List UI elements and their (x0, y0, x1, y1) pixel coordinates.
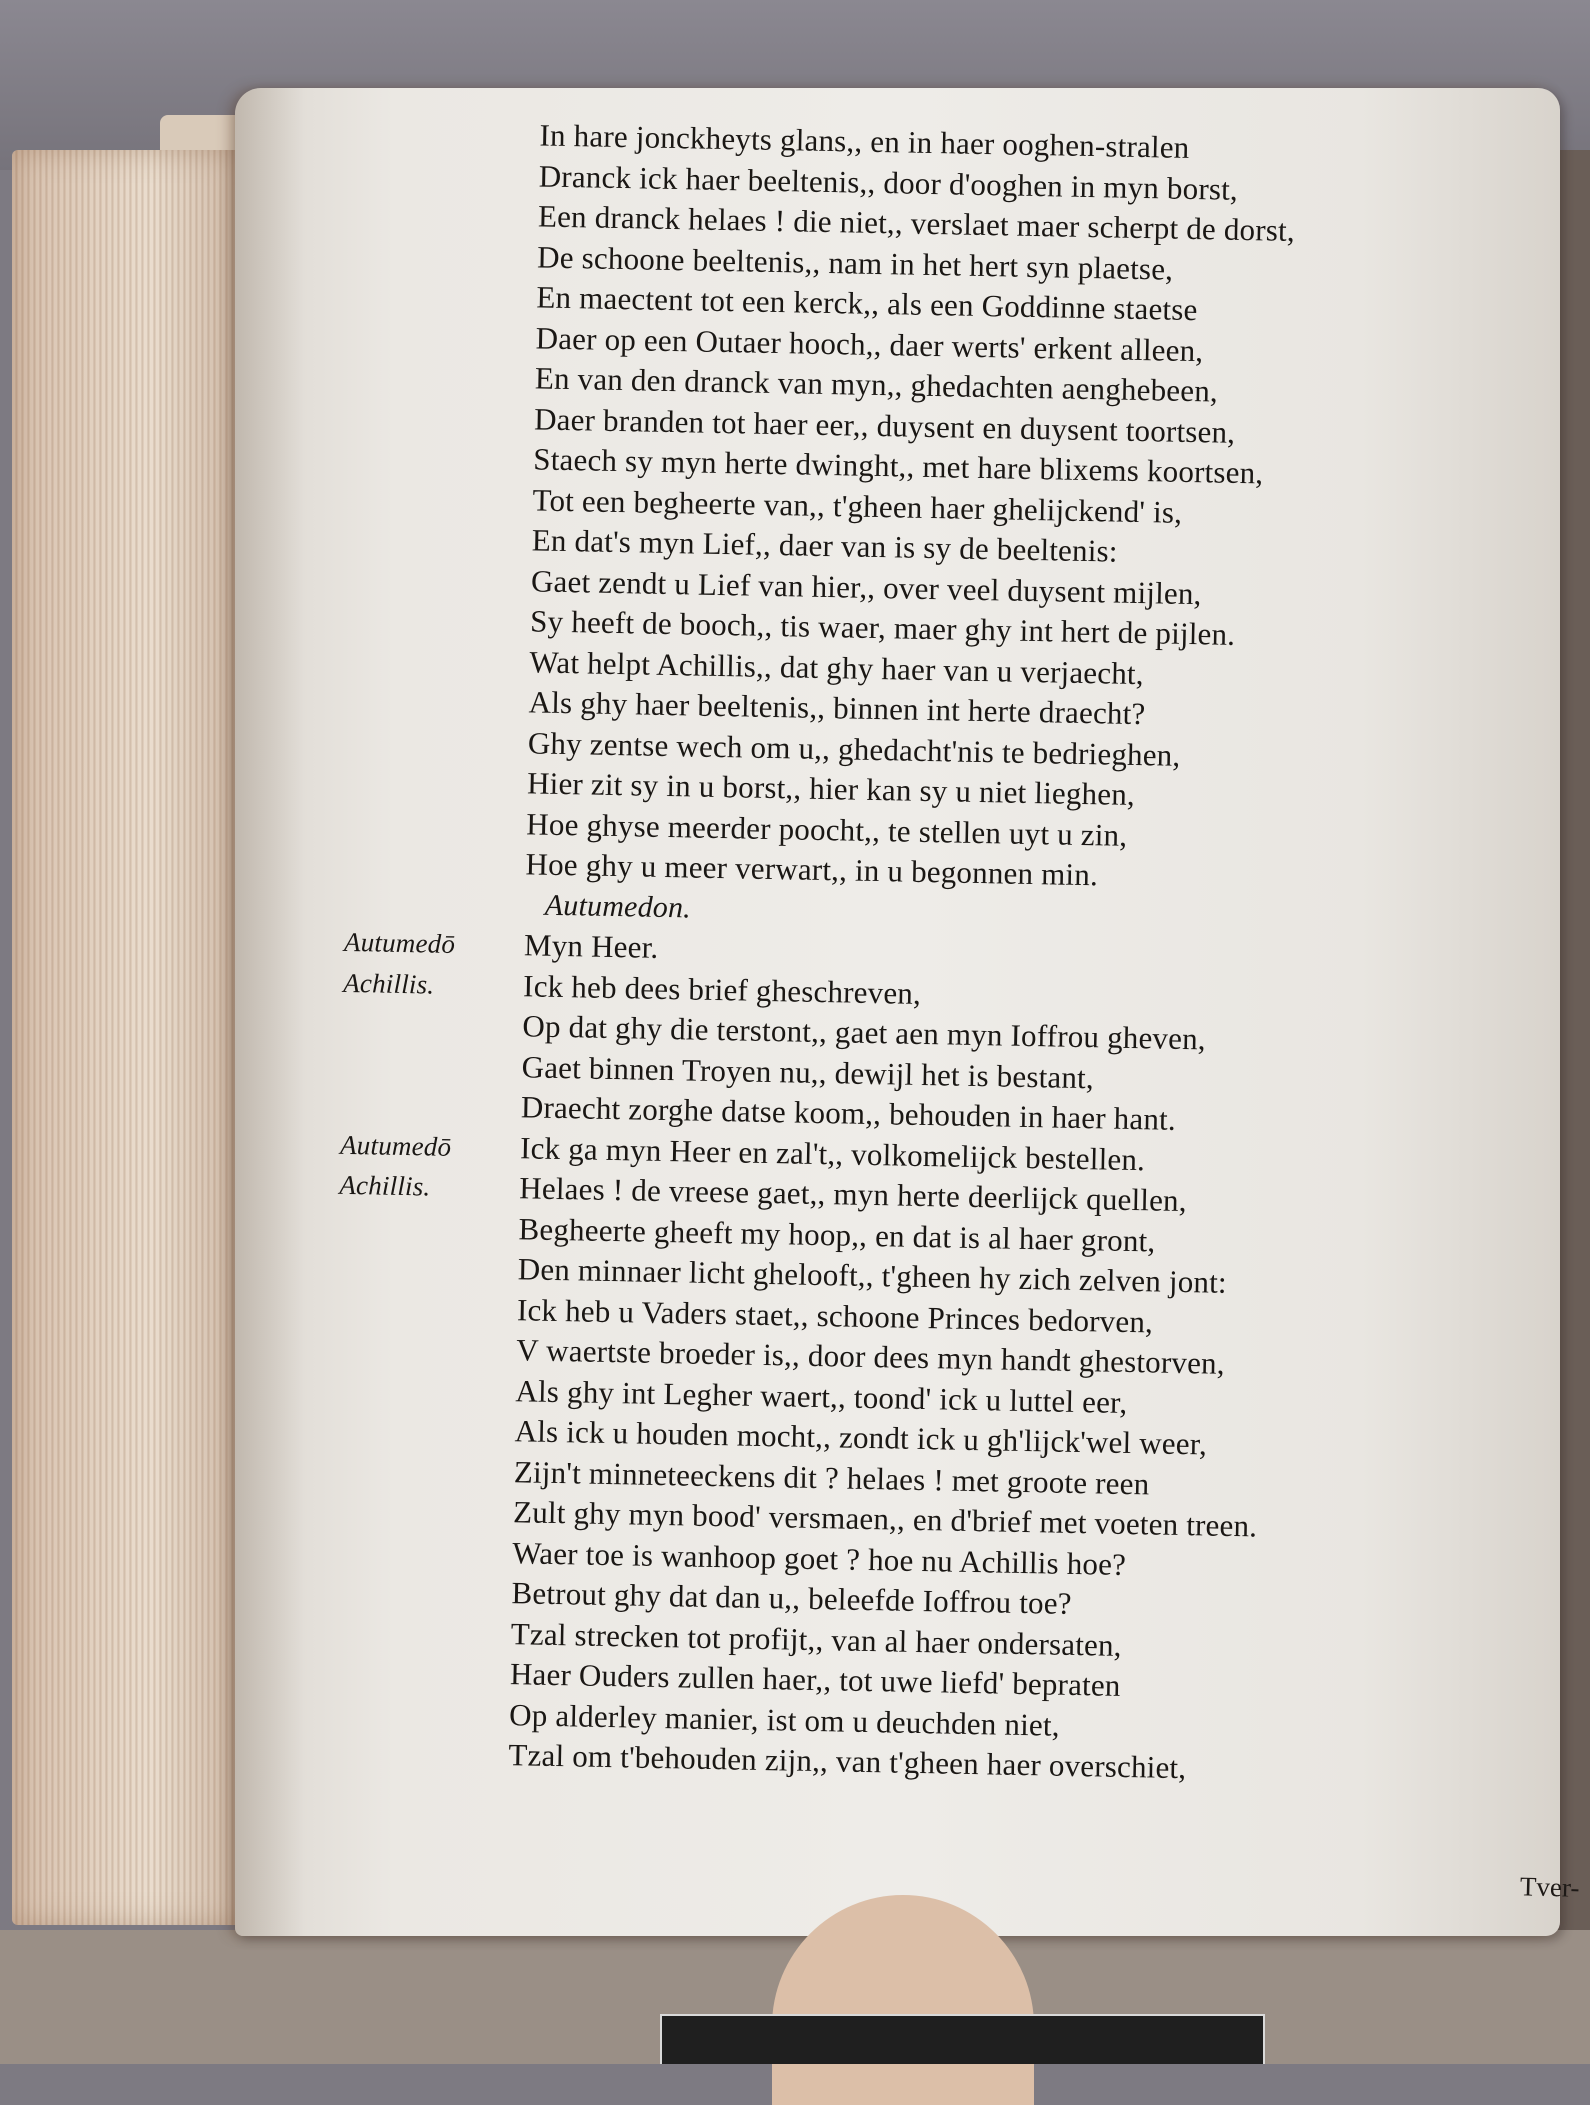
verse-line-text: Tzal om t'behouden zijn,, van t'gheen haer overschiet, (508, 1737, 1187, 1786)
verse-line-text: Tot een begheerte van,, t'gheen haer ghelijckend' is, (532, 481, 1183, 530)
verse-line-text: Hoe ghyse meerder poocht,, te stellen uyt u zin, (526, 805, 1128, 853)
verse-line-text: Wat helpt Achillis,, dat ghy haer van u verjaecht, (529, 643, 1145, 691)
verse-line-text: Betrout ghy dat dan u,, beleefde Ioffrou toe? (511, 1575, 1073, 1621)
verse-line-text: Op alderley manier, ist om u deuchden niet, (508, 1696, 1061, 1743)
verse-line-text: Staech sy myn herte dwinght,, met hare blixems koortsen, (533, 441, 1264, 491)
verse-line-text: Hier zit sy in u borst,, hier kan sy u niet lieghen, (526, 765, 1136, 812)
speaker-name: Autumedō (339, 1129, 452, 1162)
verse-line-text: Daer op een Outaer hooch,, daer werts' erkent alleen, (535, 319, 1204, 368)
verse-line-text: In hare jonckheyts glans,, en in haer ooghen-stralen (539, 117, 1190, 165)
speaker-heading: Autumedon. (544, 888, 692, 924)
verse-line-text: Zult ghy myn bood' versmaen,, en d'brief met voeten treen. (512, 1494, 1258, 1544)
background-right (1555, 150, 1590, 1950)
verse-line-text: Den minnaer licht ghelooft,, t'gheen hy zich zelven jont: (517, 1251, 1228, 1300)
verse-line-text: Een dranck helaes ! die niet,, verslaet maer scherpt de dorst, (537, 198, 1296, 248)
speaker-name: Achillis. (339, 1169, 431, 1202)
verse-line-text: En maectent tot een kerck,, als een Goddinne staetse (536, 279, 1198, 328)
verse-line-text: Waer toe is wanhoop goet ? hoe nu Achillis hoe? (512, 1534, 1127, 1582)
verse-line-text: V waertste broeder is,, door dees myn handt ghestorven, (515, 1332, 1226, 1381)
verse-line-text: Zijn't minneteeckens dit ? helaes ! met groote reen (513, 1453, 1150, 1501)
verse-line-text: Als ghy int Legher waert,, toond' ick u luttel eer, (515, 1372, 1128, 1420)
verse-line-text: Haer Ouders zullen haer,, tot uwe liefd' bepraten (509, 1656, 1121, 1703)
verse-line-text: Sy heeft de booch,, tis waer, maer ghy int hert de pijlen. (529, 603, 1236, 652)
verse-line-text: Op dat ghy die terstont,, gaet aen myn Ioffrou gheven, (522, 1008, 1207, 1057)
verse-line-text: Ghy zentse wech om u,, ghedacht'nis te bedrieghen, (527, 724, 1181, 773)
verse-line-text: Draecht zorghe datse koom,, behouden in haer hant. (520, 1089, 1177, 1137)
bottom-overlay-box (660, 2014, 1265, 2064)
verse-line-text: Hoe ghy u meer verwart,, in u begonnen min. (525, 846, 1099, 893)
verse-line-text: Gaet binnen Troyen nu,, dewijl het is bestant, (521, 1048, 1095, 1095)
speaker-name: Achillis. (343, 967, 435, 1000)
speaker-name: Autumedō (343, 926, 456, 959)
catchword: Tver- (1519, 1871, 1580, 1903)
verse-line-text: En van den dranck van myn,, ghedachten aenghebeen, (534, 360, 1219, 409)
verse-line-text: En dat's myn Lief,, daer van is sy de beeltenis: (531, 522, 1118, 569)
verse-line-text: Tzal strecken tot profijt,, van al haer ondersaten, (510, 1615, 1123, 1663)
verse-line-text: Als ick u houden mocht,, zondt ick u gh'lijck'wel weer, (514, 1413, 1208, 1462)
verse-line-text: Daer branden tot haer eer,, duysent en duysent toortsen, (533, 400, 1236, 450)
verse-line-text: Gaet zendt u Lief van hier,, over veel duysent mijlen, (530, 562, 1202, 611)
verse-line-text: Als ghy haer beeltenis,, binnen int herte draecht? (528, 684, 1146, 732)
verse-line-text: Ick heb dees brief gheschreven, (522, 967, 922, 1011)
page-gutter-shadow (235, 88, 305, 1936)
verse-line-text: Ick heb u Vaders staet,, schoone Princes bedorven, (516, 1291, 1154, 1339)
verse-line-text: Ick ga myn Heer en zal't,, volkomelijck bestellen. (519, 1129, 1146, 1177)
verse-line-text: De schoone beeltenis,, nam in het hert syn plaetse, (536, 238, 1174, 287)
verse-line-text: Dranck ick haer beeltenis,, door d'ooghen in myn borst, (538, 157, 1239, 207)
verse-line-text: Begheerte gheeft my hoop,, en dat is al haer gront, (518, 1210, 1156, 1258)
verse-line-text: Helaes ! de vreese gaet,, myn herte deerlijck quellen, (519, 1170, 1188, 1219)
verse-text-block (328, 112, 1540, 1795)
book-page-edges-tint (12, 150, 242, 1925)
verse-line-text: Myn Heer. (523, 927, 659, 965)
